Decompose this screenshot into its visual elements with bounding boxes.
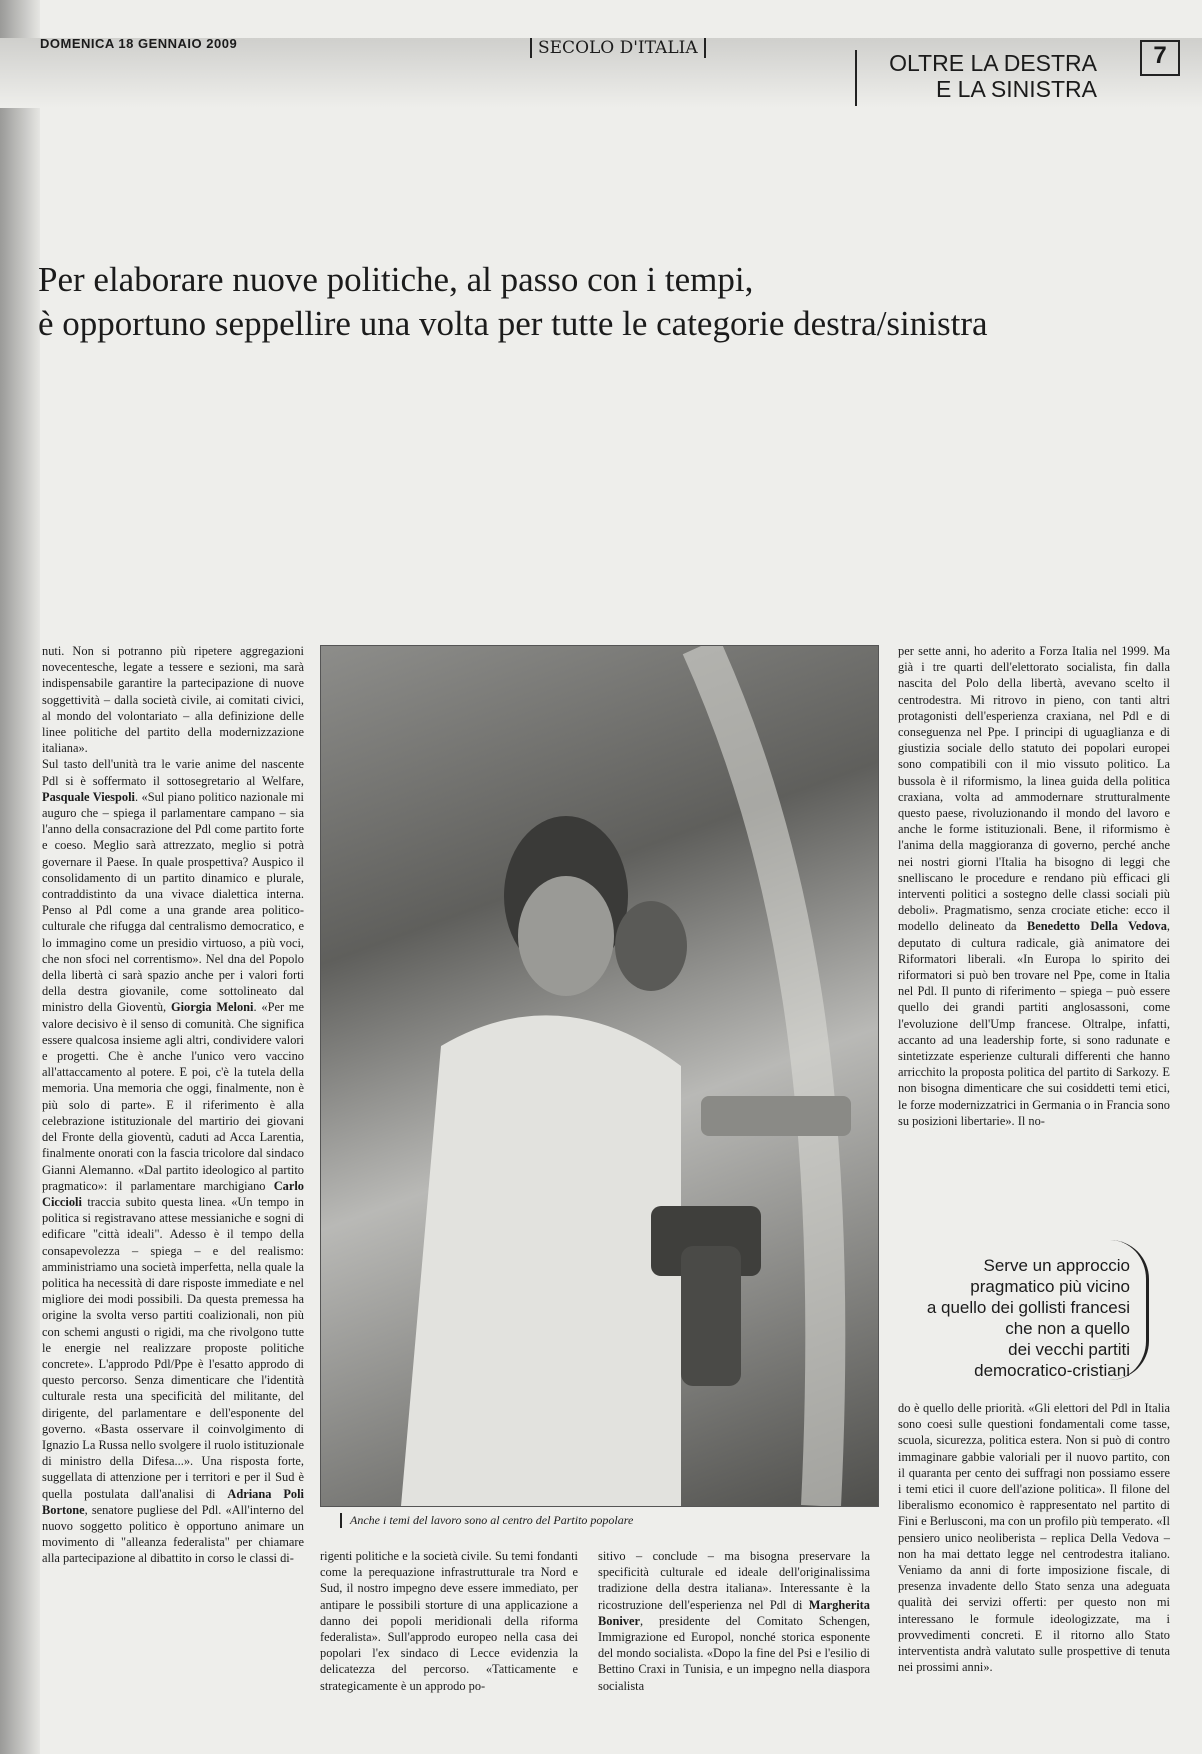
section-title bbox=[855, 50, 1097, 106]
person-name: Adriana Poli Bortone bbox=[42, 1486, 304, 1517]
article-column-4-bottom bbox=[898, 1400, 1170, 1675]
paragraph: do è quello delle priorità. «Gli elettori del Pdl in Italia sono coesi sulle questioni fondamentali come tasse, scuola, sicurezza, politica estera. Non si può di contro immaginare gabbie valoriali per il nuovo partito, con il quaranta per cento dei suffragi non possiamo essere i temi etici il cuore dell'azione politica». Il filone del liberalismo economico è rappresentato nel partito di Fini e Berlusconi, ma con un profilo più temperato. «Il pensiero unico neoliberista – replica Della Vedova – non ha mai dettato legge nel centrodestra italiano. Veniamo da anni di forte imposizione fiscale, di presenza invadente dello Stato senza una adeguata qualità dei servizi offerti: per questo non mi interessano le formule ideologizzate, ma i provvedimenti concreti. E il ritorno allo Stato interventista andrà valutato sulle prospettive di tenuta nei prossimi anni». bbox=[898, 1401, 1170, 1675]
page-shadow bbox=[0, 0, 40, 1754]
paragraph: per sette anni, ho aderito a Forza Italia nel 1999. Ma già i tre quarti dell'elettorato socialista, fin dalla nascita del Polo della libertà, avevano scelto il centrodestra. Mi ritrovo in pieno, con tanti altri protagonisti dell'esperienza craxiana, nel Pdl e di conseguenza nel Ppe. I principi di uguaglianza e di giustizia sociale dello statuto dei popolari europei sono compatibili con il mio vissuto politico. La bussola è il riformismo, la linea guida della politica craxiana, volta ad ammodernare strutturalmente questo paese, rivoluzionando il mondo del lavoro e anche le forme istituzionali. Bene, il riformismo è l'anima della maggioranza di governo, perché anche nei nostri giorni l'Italia ha bisogno di leggi che snelliscano le procedure e rendano più efficaci gli interventi politici a sostegno delle classi sociali più deboli». Pragmatismo, senza crociate etiche: ecco il modello delineato da Benedetto Della Vedova, deputato di cultura radicale, già animatore dei Riformatori liberali. «In Europa lo spirito dei riformatori si può ben trovare nel Ppe, come in Italia nel Pdl. Il punto di riferimento – spiega – può essere quello dei grandi partiti anglosassoni, come l'evoluzione dell'Ump francese. Oltralpe, infatti, accanto ad una leadership forte, si sono radunate e sintetizzate esperienze culturali differenti che hanno arricchito la proposta politica del partito di Sarkozy. E non bisogna dimenticare che sui cosiddetti temi etici, le forze modernizzatrici in Germania o in Francia sono su posizioni libertarie». Il no- bbox=[898, 644, 1170, 1128]
article-column-4-top bbox=[898, 643, 1170, 1129]
pull-quote-line: Serve un approccio bbox=[983, 1256, 1130, 1275]
article-column-1 bbox=[42, 643, 304, 1713]
pull-quote-line: dei vecchi partiti bbox=[1008, 1340, 1130, 1359]
paragraph: Sul tasto dell'unità tra le varie anime del nascente Pdl si è soffermato il sottosegretario al Welfare, Pasquale Viespoli. «Sul piano politico nazionale mi auguro che – spiega il parlamentare campano – sia l'anno della consacrazione del Pdl come partito forte e coeso. Meglio sarà attrezzato, meglio si potrà governare il Paese. In quale prospettiva? Auspico il consolidamento di un partito dinamico e plurale, contraddistinto da una vivace dialettica interna. Penso al Pdl come a una grande area politico-culturale che rifugga dal centralismo democratico, e lo immagino come un presidio virtuoso, a più voci, che non sfoci nel correntismo». Nel dna del Popolo della libertà ci sarà spazio anche per i valori forti della destra giovanile, come sottolineato dal ministro della Gioventù, Giorgia Meloni. «Per me valore decisivo è il senso di comunità. Che significa essere qualcosa insieme agli altri, condividere valori e progetti. Che è anche l'unico vero vaccino all'attaccamento al potere. E poi, c'è la tutela della memoria. Una memoria che oggi, finalmente, non è più solo di parte». E il riferimento è alla celebrazione istituzionale del martirio dei giovani del Fronte della gioventù, caduti ad Acca Larentia, finalmente onorati con la fascia tricolore dal sindaco Gianni Alemanno. «Dal partito ideologico al partito pragmatico»: il parlamentare marchigiano Carlo Ciccioli traccia subito questa linea. «Un tempo in politica si registravano attese messianiche e sogni di edificare "città ideali". Adesso è il tempo della consapevolezza – spiega – e del realismo: amministriamo una società imperfetta, nella quale la politica ha necessità di dare risposte immediate e nel migliore dei modi possibili. Da questa premessa ha origine la svolta verso partiti coalizionali, non più con schemi angusti o rigidi, ma che rivolgono tutte le energie nel realizzare proposte politiche concrete». L'approdo Pdl/Ppe è l'esatto approdo di questo percorso. Senza dimenticare che l'identità culturale resta una specificità del militante, del dirigente, del parlamentare e dell'esponente del governo. «Basta osservare il coinvolgimento di Ignazio La Russa nello svolgere il ruolo istituzionale di ministro della Difesa...». Una risposta forte, suggellata di attenzione per i territori e per il Sud è quella postulata dall'analisi di Adriana Poli Bortone, senatore pugliese del Pdl. «All'interno del nuovo soggetto politico è opportuno animare un movimento di "alleanza federalista" per chiamare alla partecipazione al dibattito in corso le classi di- bbox=[42, 757, 304, 1566]
person-name: Benedetto Della Vedova bbox=[1026, 919, 1167, 934]
article-column-3 bbox=[598, 1548, 870, 1694]
person-name: Carlo Ciccioli bbox=[42, 1178, 304, 1209]
pull-quote-line: che non a quello bbox=[1005, 1319, 1130, 1338]
paragraph: nuti. Non si potranno più ripetere aggregazioni novecentesche, legate a tessere e sezioni, ma sarà indispensabile garantire la partecipazione di nuove soggettività – dalla società civile, ai comitati civici, al mondo del volontariato – alla definizione delle linee politiche del partito della modernizzazione italiana». bbox=[42, 644, 304, 756]
pull-quote-line: democratico-cristiani bbox=[974, 1361, 1130, 1380]
photo-caption: Anche i temi del lavoro sono al centro del Partito popolare bbox=[340, 1513, 870, 1528]
person-name: Giorgia Meloni bbox=[170, 1000, 254, 1015]
headline-line2: è opportuno seppellire una volta per tutte le categorie destra/sinistra bbox=[38, 304, 988, 343]
headline bbox=[38, 258, 1168, 346]
workers-photo-illustration bbox=[321, 646, 878, 1506]
masthead: SECOLO D'ITALIA bbox=[530, 38, 706, 58]
person-name: Margherita Boniver bbox=[598, 1597, 870, 1628]
article-column-2 bbox=[320, 1548, 578, 1694]
issue-date: DOMENICA 18 GENNAIO 2009 bbox=[40, 36, 238, 51]
article-photo bbox=[320, 645, 879, 1507]
paragraph: sitivo – conclude – ma bisogna preservare la specificità culturale ed ideale dell'originalissima tradizione della destra italiana». Interessante è la ricostruzione dell'esperienza nel Pdl di Margherita Boniver, presidente del Comitato Schengen, Immigrazione ed Europol, nonché storica esponente del mondo socialista. «Dopo la fine del Psi e l'esilio di Bettino Craxi in Tunisia, e un impegno nella diaspora socialista bbox=[598, 1549, 870, 1693]
page-number: 7 bbox=[1140, 40, 1180, 76]
headline-line1: Per elaborare nuove politiche, al passo con i tempi, bbox=[38, 260, 754, 299]
pull-quote-line: pragmatico più vicino bbox=[970, 1277, 1130, 1296]
section-title-line1: OLTRE LA DESTRA bbox=[889, 50, 1097, 76]
section-title-line2: E LA SINISTRA bbox=[935, 76, 1097, 102]
pull-quote-bracket bbox=[1110, 1240, 1149, 1380]
pull-quote bbox=[890, 1255, 1130, 1381]
paragraph: rigenti politiche e la società civile. Su temi fondanti come la perequazione infrastrutturale tra Nord e Sud, il nostro impegno deve essere immediato, per antipare le possibili storture di una applicazione a danno dei popoli meridionali della riforma federalista». Sull'approdo europeo nella casa dei popolari l'ex sindaco di Lecce evidenzia la delicatezza del percorso. «Tatticamente e strategicamente è un approdo po- bbox=[320, 1549, 578, 1693]
pull-quote-line: a quello dei gollisti francesi bbox=[926, 1298, 1130, 1317]
person-name: Pasquale Viespoli bbox=[42, 789, 135, 804]
